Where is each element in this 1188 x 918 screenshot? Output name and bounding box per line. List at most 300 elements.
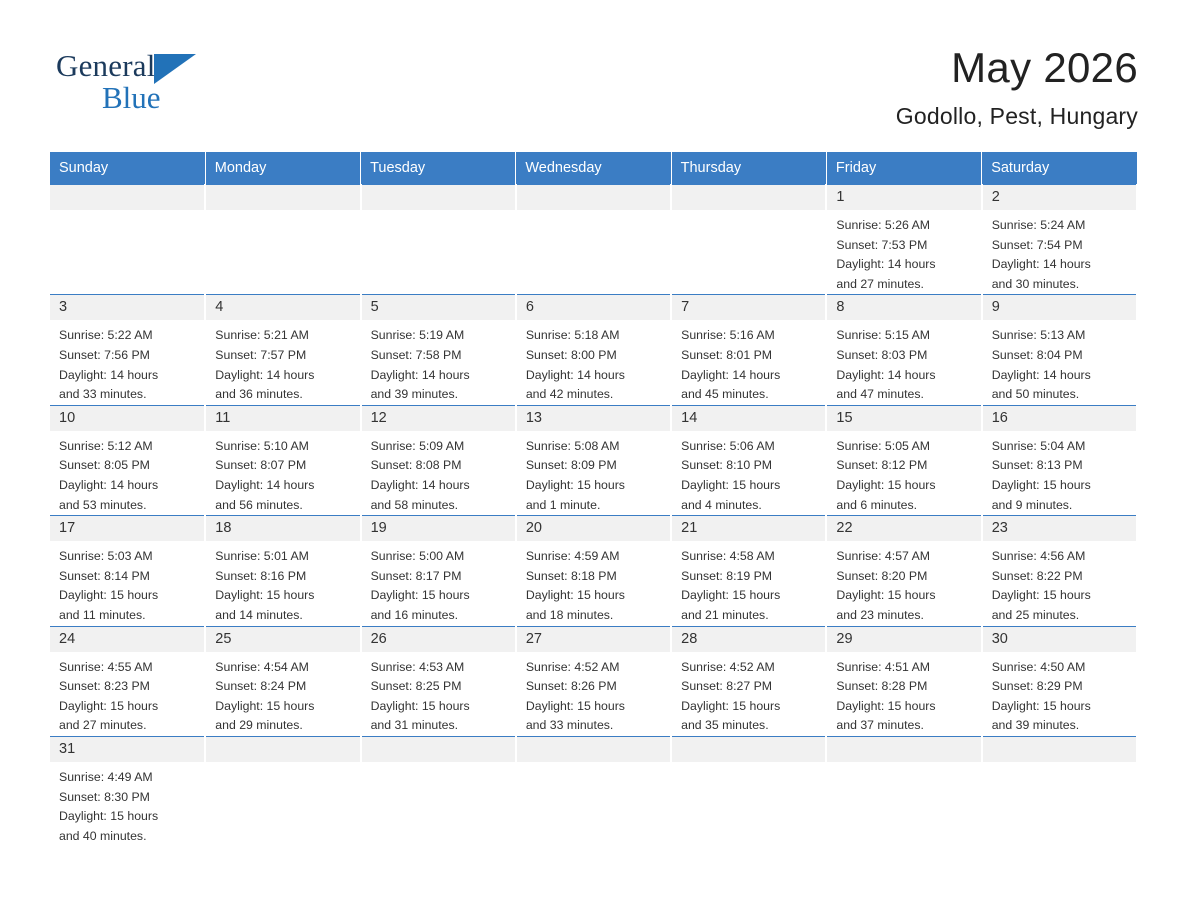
calendar-day-cell[interactable] [516,626,671,736]
day-sunrise-text: Sunrise: 5:08 AM [525,438,620,453]
day-sunset-text: Sunset: 8:08 PM [370,458,462,473]
day-sun-info [362,320,515,404]
day-cell-inner [827,406,980,515]
day-cell-inner [206,295,359,404]
day-sun-info [983,652,1136,736]
general-blue-logo [50,44,310,120]
calendar-day-cell[interactable] [205,516,360,626]
day-daylight1-text: Daylight: 15 hours [836,478,936,493]
day-cell-inner [206,406,359,515]
calendar-week-row [50,295,1137,405]
day-number [517,737,670,762]
day-sun-info [206,320,359,404]
day-cell-inner [672,406,825,515]
day-cell-inner [206,516,359,625]
day-sunrise-text: Sunrise: 5:13 AM [991,328,1086,343]
sunrise-sunset-calendar [50,152,1138,846]
day-daylight1-text: Daylight: 15 hours [59,809,159,824]
day-sunrise-text: Sunrise: 4:52 AM [681,659,775,674]
day-sun-info [517,431,670,515]
day-sunset-text: Sunset: 8:23 PM [59,679,150,694]
day-sunset-text: Sunset: 8:13 PM [991,458,1083,473]
calendar-day-cell[interactable] [982,295,1137,405]
day-sunset-text: Sunset: 8:19 PM [681,568,773,583]
day-cell-inner [983,185,1136,294]
day-cell-inner [50,185,204,294]
day-number: 30 [983,627,1136,652]
weekday-header-thursday: Thursday [671,152,826,185]
day-cell-inner [672,295,825,404]
weekday-header-sunday: Sunday [50,152,205,185]
day-cell-inner [517,737,670,846]
day-cell-inner [827,737,980,846]
calendar-cell-empty [516,736,671,846]
day-daylight2-text: and 39 minutes. [991,718,1080,733]
day-daylight2-text: and 23 minutes. [836,608,924,622]
day-daylight1-text: Daylight: 15 hours [215,588,315,603]
day-sunset-text: Sunset: 8:07 PM [215,458,307,473]
calendar-cell-empty [671,185,826,295]
day-daylight2-text: and 56 minutes. [215,497,303,512]
day-sun-info [50,541,204,625]
day-sunset-text: Sunset: 8:18 PM [525,568,617,583]
day-daylight2-text: and 27 minutes. [59,718,147,733]
day-daylight2-text: and 53 minutes. [59,497,147,512]
day-sunrise-text: Sunrise: 5:06 AM [681,438,775,453]
calendar-day-cell[interactable] [826,295,981,405]
page-title: May 2026 [951,44,1138,91]
day-cell-inner [50,516,204,625]
day-sunset-text: Sunset: 8:05 PM [59,458,150,473]
day-daylight1-text: Daylight: 14 hours [215,367,315,382]
day-cell-inner [517,516,670,625]
day-sunset-text: Sunset: 8:30 PM [59,789,150,804]
day-cell-inner [517,406,670,515]
day-sunset-text: Sunset: 7:56 PM [59,348,150,363]
day-daylight2-text: and 31 minutes. [370,718,459,733]
day-sun-info [206,652,359,736]
day-number: 24 [50,627,204,652]
day-sunset-text: Sunset: 8:03 PM [836,348,928,363]
day-cell-inner [362,737,515,846]
day-sunrise-text: Sunrise: 4:59 AM [525,549,620,564]
day-sun-info [206,431,359,515]
day-daylight2-text: and 36 minutes. [215,387,303,402]
day-sunrise-text: Sunrise: 5:18 AM [525,328,620,343]
day-sunrise-text: Sunrise: 4:52 AM [525,659,620,674]
calendar-day-cell[interactable] [361,626,516,736]
calendar-day-cell[interactable] [826,405,981,515]
day-daylight2-text: and 18 minutes. [525,608,614,622]
calendar-day-cell[interactable] [826,185,981,295]
day-sunrise-text: Sunrise: 4:49 AM [59,769,153,784]
calendar-cell-empty [205,185,360,295]
calendar-body [50,185,1137,847]
day-sunset-text: Sunset: 7:54 PM [991,237,1083,252]
day-sunrise-text: Sunrise: 5:24 AM [991,218,1086,233]
day-daylight1-text: Daylight: 14 hours [836,367,936,382]
calendar-cell-empty [516,185,671,295]
day-cell-inner [50,406,204,515]
day-number [206,737,359,762]
calendar-day-cell[interactable] [516,405,671,515]
day-sun-info [672,320,825,404]
day-number: 11 [206,406,359,431]
day-daylight2-text: and 16 minutes. [370,608,459,622]
day-number: 9 [983,295,1136,320]
day-daylight1-text: Daylight: 15 hours [836,588,936,603]
calendar-day-cell[interactable] [50,736,205,846]
day-sunset-text: Sunset: 7:58 PM [370,348,462,363]
day-sun-info [672,652,825,736]
calendar-day-cell[interactable] [205,626,360,736]
day-sunrise-text: Sunrise: 5:15 AM [836,328,931,343]
weekday-header-row [50,152,1137,185]
calendar-day-cell[interactable] [671,295,826,405]
logo-word-blue: Blue [102,80,161,115]
day-number: 26 [362,627,515,652]
day-number [517,185,670,210]
day-number: 20 [517,516,670,541]
day-sun-info [827,541,980,625]
calendar-day-cell[interactable] [50,295,205,405]
day-daylight2-text: and 50 minutes. [991,387,1080,402]
day-number: 21 [672,516,825,541]
day-number [362,737,515,762]
day-number: 3 [50,295,204,320]
day-sunset-text: Sunset: 8:01 PM [681,348,773,363]
calendar-day-cell[interactable] [671,626,826,736]
day-daylight1-text: Daylight: 15 hours [525,478,625,493]
day-daylight1-text: Daylight: 14 hours [991,367,1091,382]
day-sun-info [672,541,825,625]
day-sunset-text: Sunset: 7:57 PM [215,348,307,363]
day-sunrise-text: Sunrise: 4:56 AM [991,549,1086,564]
day-daylight2-text: and 37 minutes. [836,718,924,733]
calendar-week-row [50,736,1137,846]
day-sun-info [983,431,1136,515]
day-sunrise-text: Sunrise: 5:16 AM [681,328,775,343]
day-number [50,185,204,210]
day-number: 8 [827,295,980,320]
day-daylight1-text: Daylight: 14 hours [215,478,315,493]
day-sunset-text: Sunset: 8:16 PM [215,568,307,583]
day-number: 12 [362,406,515,431]
day-cell-inner [206,627,359,736]
day-sunset-text: Sunset: 8:04 PM [991,348,1083,363]
day-number: 15 [827,406,980,431]
day-cell-inner [827,627,980,736]
day-daylight2-text: and 30 minutes. [991,276,1080,291]
day-sunrise-text: Sunrise: 4:55 AM [59,659,153,674]
day-daylight1-text: Daylight: 14 hours [370,478,470,493]
day-sunset-text: Sunset: 8:20 PM [836,568,928,583]
day-daylight2-text: and 47 minutes. [836,387,924,402]
day-number: 2 [983,185,1136,210]
day-sun-info [983,541,1136,625]
day-cell-inner [517,627,670,736]
day-sunrise-text: Sunrise: 4:54 AM [215,659,309,674]
day-daylight2-text: and 6 minutes. [836,497,918,512]
day-sun-info [50,431,204,515]
weekday-header-tuesday: Tuesday [361,152,516,185]
day-daylight1-text: Daylight: 15 hours [59,588,159,603]
day-number: 6 [517,295,670,320]
day-daylight2-text: and 33 minutes. [525,718,614,733]
calendar-day-cell[interactable] [982,405,1137,515]
day-daylight2-text: and 21 minutes. [681,608,769,622]
day-number: 10 [50,406,204,431]
day-cell-inner [206,185,359,294]
day-number [672,185,825,210]
day-sunrise-text: Sunrise: 5:12 AM [59,438,153,453]
day-number: 25 [206,627,359,652]
location-subtitle: Godollo, Pest, Hungary [895,103,1138,130]
day-daylight1-text: Daylight: 15 hours [215,698,315,713]
day-number: 29 [827,627,980,652]
day-number: 1 [827,185,980,210]
day-daylight1-text: Daylight: 15 hours [991,698,1091,713]
day-sun-info [827,652,980,736]
day-number: 16 [983,406,1136,431]
weekday-header-monday: Monday [205,152,360,185]
day-sunset-text: Sunset: 8:28 PM [836,679,928,694]
day-cell-inner [517,185,670,294]
day-cell-inner [362,295,515,404]
calendar-day-cell[interactable] [826,626,981,736]
day-sun-info [517,320,670,404]
day-sunrise-text: Sunrise: 4:51 AM [836,659,931,674]
day-sun-info [827,320,980,404]
calendar-week-row [50,405,1137,515]
day-sun-info [50,320,204,404]
calendar-day-cell[interactable] [982,626,1137,736]
calendar-day-cell[interactable] [50,626,205,736]
calendar-day-cell[interactable] [516,295,671,405]
day-sunrise-text: Sunrise: 5:03 AM [59,549,153,564]
day-daylight2-text: and 1 minute. [525,497,601,512]
day-sun-info [517,541,670,625]
day-daylight2-text: and 40 minutes. [59,828,147,843]
day-sun-info [983,320,1136,404]
day-sunrise-text: Sunrise: 5:09 AM [370,438,465,453]
title-block [896,44,1138,130]
day-number: 22 [827,516,980,541]
day-sunset-text: Sunset: 8:27 PM [681,679,773,694]
day-sun-info [517,652,670,736]
day-sun-info [983,210,1136,294]
day-sunset-text: Sunset: 8:29 PM [991,679,1083,694]
day-number: 17 [50,516,204,541]
day-daylight1-text: Daylight: 14 hours [836,257,936,272]
calendar-day-cell[interactable] [205,295,360,405]
day-sunset-text: Sunset: 8:24 PM [215,679,307,694]
day-sunrise-text: Sunrise: 5:10 AM [215,438,309,453]
day-daylight2-text: and 4 minutes. [681,497,762,512]
day-number: 13 [517,406,670,431]
day-sunset-text: Sunset: 7:53 PM [836,237,928,252]
day-cell-inner [362,516,515,625]
day-daylight2-text: and 25 minutes. [991,608,1080,622]
day-daylight2-text: and 39 minutes. [370,387,459,402]
day-number [983,737,1136,762]
day-sunrise-text: Sunrise: 4:50 AM [991,659,1086,674]
day-cell-inner [50,295,204,404]
day-number [206,185,359,210]
calendar-day-cell[interactable] [516,516,671,626]
calendar-day-cell[interactable] [982,516,1137,626]
day-daylight1-text: Daylight: 15 hours [59,698,159,713]
day-daylight1-text: Daylight: 14 hours [681,367,781,382]
calendar-day-cell[interactable] [361,405,516,515]
day-number: 14 [672,406,825,431]
day-daylight1-text: Daylight: 14 hours [59,478,159,493]
day-cell-inner [672,185,825,294]
day-number: 7 [672,295,825,320]
day-sunset-text: Sunset: 8:25 PM [370,679,462,694]
day-sunrise-text: Sunrise: 4:57 AM [836,549,931,564]
day-daylight1-text: Daylight: 15 hours [991,478,1091,493]
day-daylight1-text: Daylight: 15 hours [681,588,781,603]
day-cell-inner [362,406,515,515]
day-daylight1-text: Daylight: 15 hours [681,478,781,493]
day-daylight1-text: Daylight: 15 hours [525,588,625,603]
day-daylight2-text: and 58 minutes. [370,497,459,512]
day-sunrise-text: Sunrise: 5:22 AM [59,328,153,343]
day-sunrise-text: Sunrise: 4:53 AM [370,659,465,674]
day-sun-info [206,541,359,625]
day-sunrise-text: Sunrise: 5:04 AM [991,438,1086,453]
day-number: 28 [672,627,825,652]
day-cell-inner [827,516,980,625]
day-sunset-text: Sunset: 8:10 PM [681,458,773,473]
day-cell-inner [206,737,359,846]
day-daylight1-text: Daylight: 15 hours [525,698,625,713]
day-sun-info [827,431,980,515]
day-daylight1-text: Daylight: 15 hours [370,698,470,713]
calendar-cell-empty [50,185,205,295]
day-cell-inner [362,627,515,736]
day-number: 31 [50,737,204,762]
day-sunrise-text: Sunrise: 5:00 AM [370,549,465,564]
day-daylight2-text: and 33 minutes. [59,387,147,402]
calendar-cell-empty [361,736,516,846]
day-sunset-text: Sunset: 8:12 PM [836,458,928,473]
day-sun-info [827,210,980,294]
day-sun-info [362,652,515,736]
day-daylight1-text: Daylight: 14 hours [59,367,159,382]
day-sunrise-text: Sunrise: 5:05 AM [836,438,931,453]
day-cell-inner [672,516,825,625]
day-number [672,737,825,762]
day-cell-inner [517,295,670,404]
day-daylight1-text: Daylight: 15 hours [836,698,936,713]
calendar-day-cell[interactable] [50,405,205,515]
calendar-week-row [50,516,1137,626]
weekday-header-wednesday: Wednesday [516,152,671,185]
day-sunrise-text: Sunrise: 5:01 AM [215,549,309,564]
day-cell-inner [827,185,980,294]
day-number: 23 [983,516,1136,541]
day-cell-inner [50,737,204,846]
day-daylight1-text: Daylight: 15 hours [681,698,781,713]
day-number [362,185,515,210]
day-daylight2-text: and 42 minutes. [525,387,614,402]
calendar-day-cell[interactable] [982,185,1137,295]
calendar-day-cell[interactable] [205,405,360,515]
weekday-header-friday: Friday [826,152,981,185]
logo-word-general: General [56,48,156,83]
calendar-day-cell[interactable] [361,516,516,626]
day-number [827,737,980,762]
day-sunset-text: Sunset: 8:09 PM [525,458,617,473]
calendar-week-row [50,185,1137,295]
day-daylight1-text: Daylight: 15 hours [370,588,470,603]
day-daylight1-text: Daylight: 14 hours [370,367,470,382]
day-cell-inner [827,295,980,404]
day-daylight2-text: and 11 minutes. [59,608,146,622]
day-number: 4 [206,295,359,320]
day-number: 27 [517,627,670,652]
calendar-cell-empty [982,736,1137,846]
day-daylight2-text: and 45 minutes. [681,387,769,402]
day-daylight2-text: and 9 minutes. [991,497,1073,512]
calendar-cell-empty [205,736,360,846]
calendar-day-cell[interactable] [671,516,826,626]
day-daylight1-text: Daylight: 15 hours [991,588,1091,603]
day-number: 5 [362,295,515,320]
day-daylight1-text: Daylight: 14 hours [525,367,625,382]
day-sunset-text: Sunset: 8:14 PM [59,568,150,583]
day-sun-info [672,431,825,515]
day-sun-info [362,541,515,625]
day-sunset-text: Sunset: 8:22 PM [991,568,1083,583]
day-daylight2-text: and 35 minutes. [681,718,769,733]
day-cell-inner [672,627,825,736]
day-sunrise-text: Sunrise: 5:19 AM [370,328,465,343]
calendar-cell-empty [671,736,826,846]
calendar-day-cell[interactable] [50,516,205,626]
calendar-day-cell[interactable] [826,516,981,626]
day-cell-inner [983,516,1136,625]
day-cell-inner [672,737,825,846]
day-cell-inner [362,185,515,294]
day-number: 18 [206,516,359,541]
day-daylight2-text: and 29 minutes. [215,718,303,733]
day-number: 19 [362,516,515,541]
day-sun-info [362,431,515,515]
day-sunrise-text: Sunrise: 4:58 AM [681,549,775,564]
day-sunset-text: Sunset: 8:17 PM [370,568,462,583]
day-sun-info [50,762,204,846]
calendar-week-row [50,626,1137,736]
page-header [50,0,1138,130]
day-sun-info [50,652,204,736]
day-sunset-text: Sunset: 8:26 PM [525,679,617,694]
day-sunrise-text: Sunrise: 5:26 AM [836,218,931,233]
day-cell-inner [983,737,1136,846]
day-cell-inner [983,295,1136,404]
day-daylight2-text: and 27 minutes. [836,276,924,291]
day-cell-inner [50,627,204,736]
calendar-day-cell[interactable] [361,295,516,405]
day-cell-inner [983,406,1136,515]
day-sunrise-text: Sunrise: 5:21 AM [215,328,309,343]
day-cell-inner [983,627,1136,736]
weekday-header-saturday: Saturday [982,152,1137,185]
calendar-day-cell[interactable] [671,405,826,515]
calendar-cell-empty [361,185,516,295]
